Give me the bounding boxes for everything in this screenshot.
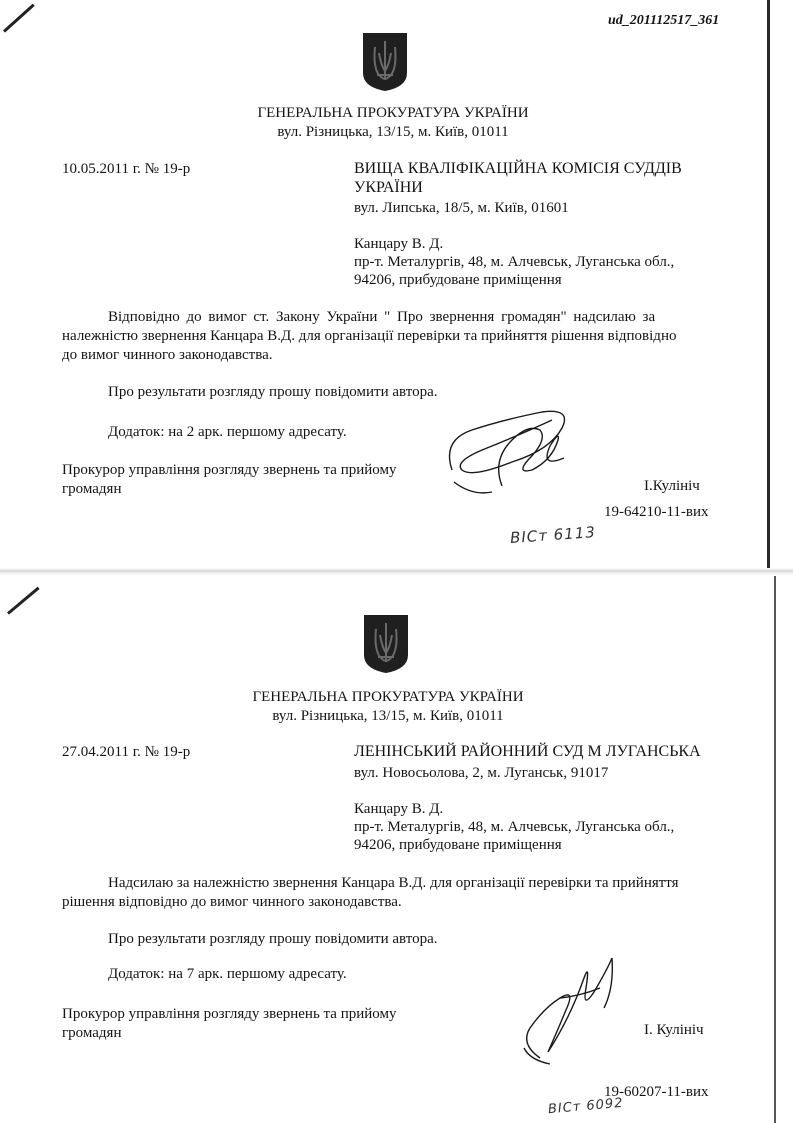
document-id: ud_201112517_361 [608,13,720,28]
recipient-2-address-line-1: пр-т. Металургів, 48, м. Алчевськ, Луганська обл., [354,819,675,835]
coat-of-arms-icon [362,613,410,675]
request-text: Про результати розгляду прошу повідомити автора. [108,931,438,947]
signer-title-line-2: громадян [62,481,122,497]
request-text: Про результати розгляду прошу повідомити автора. [108,384,438,400]
body-line-2: належністю звернення Канцара В.Д. для організації перевірки та прийняття рішення відповідно [62,328,677,344]
scan-mark [7,587,40,615]
org-name: ГЕНЕРАЛЬНА ПРОКУРАТУРА УКРАЇНИ [252,689,524,705]
handwritten-note: ВІСт 6092 [547,1095,625,1118]
page-separator [0,568,793,576]
outgoing-number: 19-60207-11-вих [604,1084,709,1100]
recipient-2-name: Канцару В. Д. [354,236,444,252]
attachment-text: Додаток: на 2 арк. першому адресату. [108,424,347,440]
org-address: вул. Різницька, 13/15, м. Київ, 01011 [272,708,504,724]
handwritten-note: ВІСт 6113 [509,523,597,547]
body-line-1: Надсилаю за належністю звернення Канцара В.Д. для організації перевірки та прийняття [108,875,679,891]
body-line-3: до вимог чинного законодавства. [62,347,273,363]
attachment-text: Додаток: на 7 арк. першому адресату. [108,966,347,982]
signer-name: І. Кулініч [644,1022,704,1038]
signer-title-line-1: Прокурор управління розгляду звернень та прийому [62,1006,397,1022]
recipient-1-address: вул. Новосьолова, 2, м. Луганськ, 91017 [354,765,609,781]
recipient-2-address-line-1: пр-т. Металургів, 48, м. Алчевськ, Луганська обл., [354,254,675,270]
outgoing-number: 19-64210-11-вих [604,504,709,520]
recipient-2-address-line-2: 94206, прибудоване приміщення [354,837,562,853]
org-address: вул. Різницька, 13/15, м. Київ, 01011 [277,124,509,140]
recipient-1-line-1: ВИЩА КВАЛІФІКАЦІЙНА КОМІСІЯ СУДДІВ [354,160,682,177]
body-line-2: рішення відповідно до вимог чинного законодавства. [62,894,402,910]
recipient-2-address-line-2: 94206, прибудоване приміщення [354,272,562,288]
signer-title-line-1: Прокурор управління розгляду звернень та прийому [62,462,397,478]
scan-edge-top [767,0,770,568]
body-line-1: Відповідно до вимог ст. Закону України " Про звернення громадян" надсилаю за [108,309,656,325]
signature-image [500,948,640,1068]
date-reference: 27.04.2011 г. № 19-р [62,744,191,760]
date-reference: 10.05.2011 г. № 19-р [62,161,191,177]
recipient-2-name: Канцару В. Д. [354,801,444,817]
scan-edge-bottom [774,576,776,1123]
signer-name: І.Кулініч [644,478,700,494]
coat-of-arms-icon [361,31,409,93]
recipient-1-address: вул. Липська, 18/5, м. Київ, 01601 [354,200,569,216]
recipient-1-line-2: УКРАЇНИ [354,179,423,196]
scan-mark [3,4,35,33]
recipient-1-line-1: ЛЕНІНСЬКИЙ РАЙОННИЙ СУД М ЛУГАНСЬКА [354,743,701,760]
signer-title-line-2: громадян [62,1025,122,1041]
org-name: ГЕНЕРАЛЬНА ПРОКУРАТУРА УКРАЇНИ [257,105,529,121]
signature-image [432,400,592,500]
